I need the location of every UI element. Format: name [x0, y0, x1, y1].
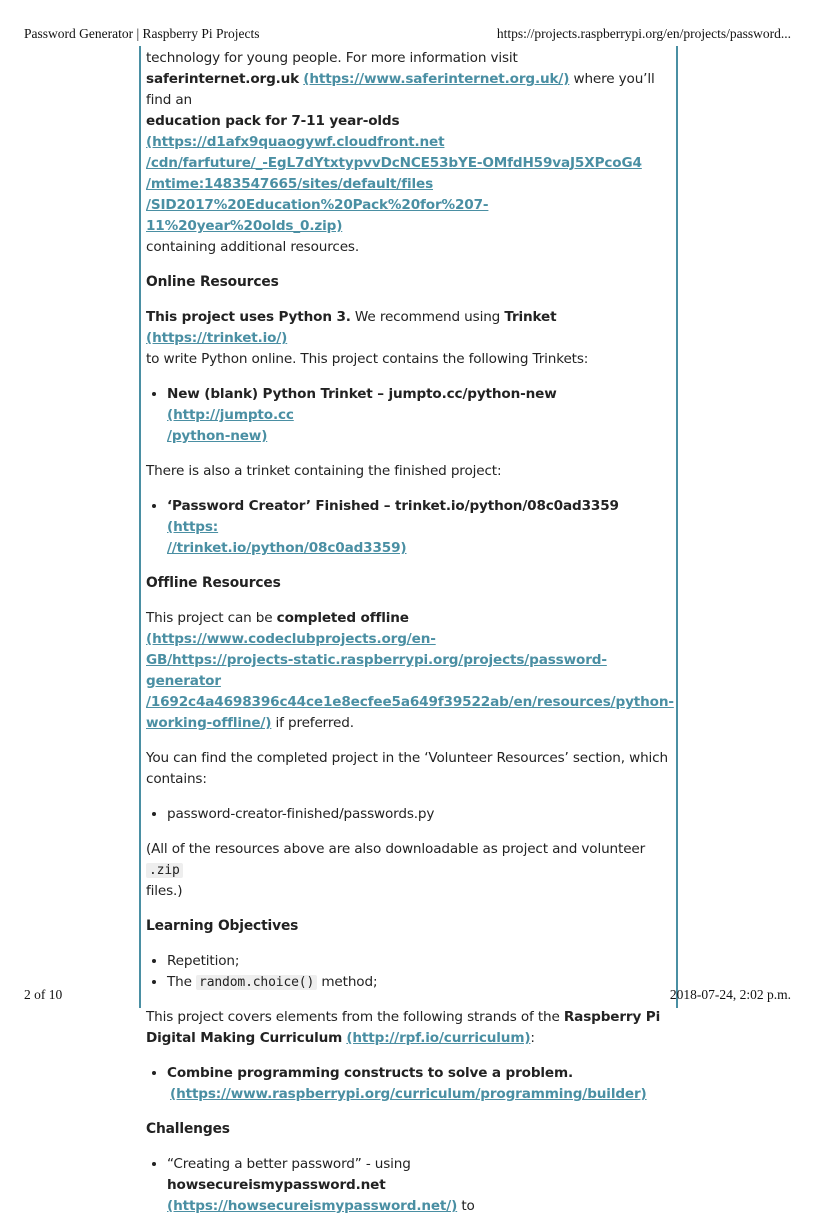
- page-number: 2 of 10: [24, 987, 63, 1002]
- list-item: • The random.choice() method;: [167, 972, 668, 993]
- list-item: • New (blank) Python Trinket – jumpto.cc/python-new (http://jumpto.cc /python-new): [167, 384, 668, 447]
- page-title: Password Generator | Raspberry Pi Projects: [24, 26, 260, 41]
- trinket-list: [146, 384, 668, 447]
- list-item: • Combine programming constructs to solve a problem. (https://www.raspberrypi.org/curriculum/programming/builder): [167, 1063, 668, 1105]
- saferinternet-link[interactable]: (https://www.saferinternet.org.uk/): [303, 71, 570, 87]
- article-content: [146, 48, 674, 1231]
- finished-trinket-list: [146, 496, 668, 559]
- challenges-heading: Challenges: [146, 1121, 230, 1137]
- challenges-list: [146, 1154, 668, 1217]
- offline-paragraph: This project can be completed offline (https://www.codeclubprojects.org/en- GB/https://projects-static.raspberrypi.org/projects/password-generator /1692c4a4698396c44ce1e8ecfee5a649f39522ab/en/resources/python- working-offline/) if preferred.: [146, 610, 674, 731]
- list-item: • password-creator-finished/passwords.py: [167, 804, 668, 825]
- random-choice-code: random.choice(): [196, 975, 317, 990]
- volunteer-resources-paragraph: You can find the completed project in the ‘Volunteer Resources’ section, which contains:: [146, 750, 668, 787]
- print-header: [24, 26, 791, 44]
- curriculum-paragraph: This project covers elements from the following strands of the Raspberry Pi Digital Making Curriculum (http://rpf.io/curriculum):: [146, 1009, 661, 1046]
- online-resources-heading: Online Resources: [146, 274, 279, 290]
- list-item: • ‘Password Creator’ Finished – trinket.io/python/08c0ad3359 (https: //trinket.io/python/08c0ad3359): [167, 496, 668, 559]
- finished-project-paragraph: There is also a trinket containing the finished project:: [146, 463, 502, 479]
- offline-resources-heading: Offline Resources: [146, 575, 281, 591]
- curriculum-list: [146, 1063, 668, 1105]
- builder-curriculum-link[interactable]: (https://www.raspberrypi.org/curriculum/programming/builder): [170, 1086, 647, 1102]
- print-datetime: 2018-07-24, 2:02 p.m.: [669, 987, 791, 1002]
- finished-trinket-link[interactable]: (https: //trinket.io/python/08c0ad3359): [167, 519, 407, 556]
- intro-paragraph: technology for young people. For more information visit saferinternet.org.uk (https://www.saferinternet.org.uk/) where you’ll find an education pack for 7-11 year-olds (https://d1afx9quaogywf.cloudfront.net /cdn/farfuture/_-EgL7dYtxtypvvDcNCE53bYE-OMfdH59vaJ5XPcoG4 /mtime:1483547665/sites/default/files /SID2017%20Education%20Pack%20for%207-11%20year%20olds_0.zip) containing additional resources.: [146, 50, 655, 255]
- learning-objectives-heading: Learning Objectives: [146, 918, 299, 934]
- downloadable-note: (All of the resources above are also downloadable as project and volunteer .zip files.): [146, 841, 646, 899]
- python-new-link[interactable]: (http://jumpto.cc /python-new): [167, 407, 294, 444]
- print-footer: [24, 987, 791, 1005]
- list-item: • Repetition;: [167, 951, 668, 972]
- online-paragraph: This project uses Python 3. We recommend using Trinket (https://trinket.io/) to write Python online. This project contains the following Trinkets:: [146, 309, 589, 367]
- curriculum-link[interactable]: (http://rpf.io/curriculum): [346, 1030, 531, 1046]
- howsecure-link[interactable]: (https://howsecureismypassword.net/): [167, 1198, 458, 1214]
- offline-link[interactable]: (https://www.codeclubprojects.org/en- GB/https://projects-static.raspberrypi.org/projects/password-generator /1692c4a4698396c44ce1e8ecfee5a649f39522ab/en/resources/python- working-offline/): [146, 631, 674, 731]
- education-pack-link[interactable]: (https://d1afx9quaogywf.cloudfront.net /cdn/farfuture/_-EgL7dYtxtypvvDcNCE53bYE-OMfdH59vaJ5XPcoG4 /mtime:1483547665/sites/default/files /SID2017%20Education%20Pack%20for%207-11%20year%20olds_0.zip): [146, 134, 642, 234]
- right-border: [676, 46, 678, 1008]
- volunteer-files-list: [146, 804, 668, 825]
- left-border: [139, 46, 141, 1008]
- zip-code: .zip: [146, 863, 183, 878]
- list-item: • “Creating a better password” - using howsecureismypassword.net (https://howsecureismypassword.net/) to: [167, 1154, 668, 1217]
- trinket-link[interactable]: (https://trinket.io/): [146, 330, 288, 346]
- page-url: https://projects.raspberrypi.org/en/projects/password...: [496, 26, 791, 41]
